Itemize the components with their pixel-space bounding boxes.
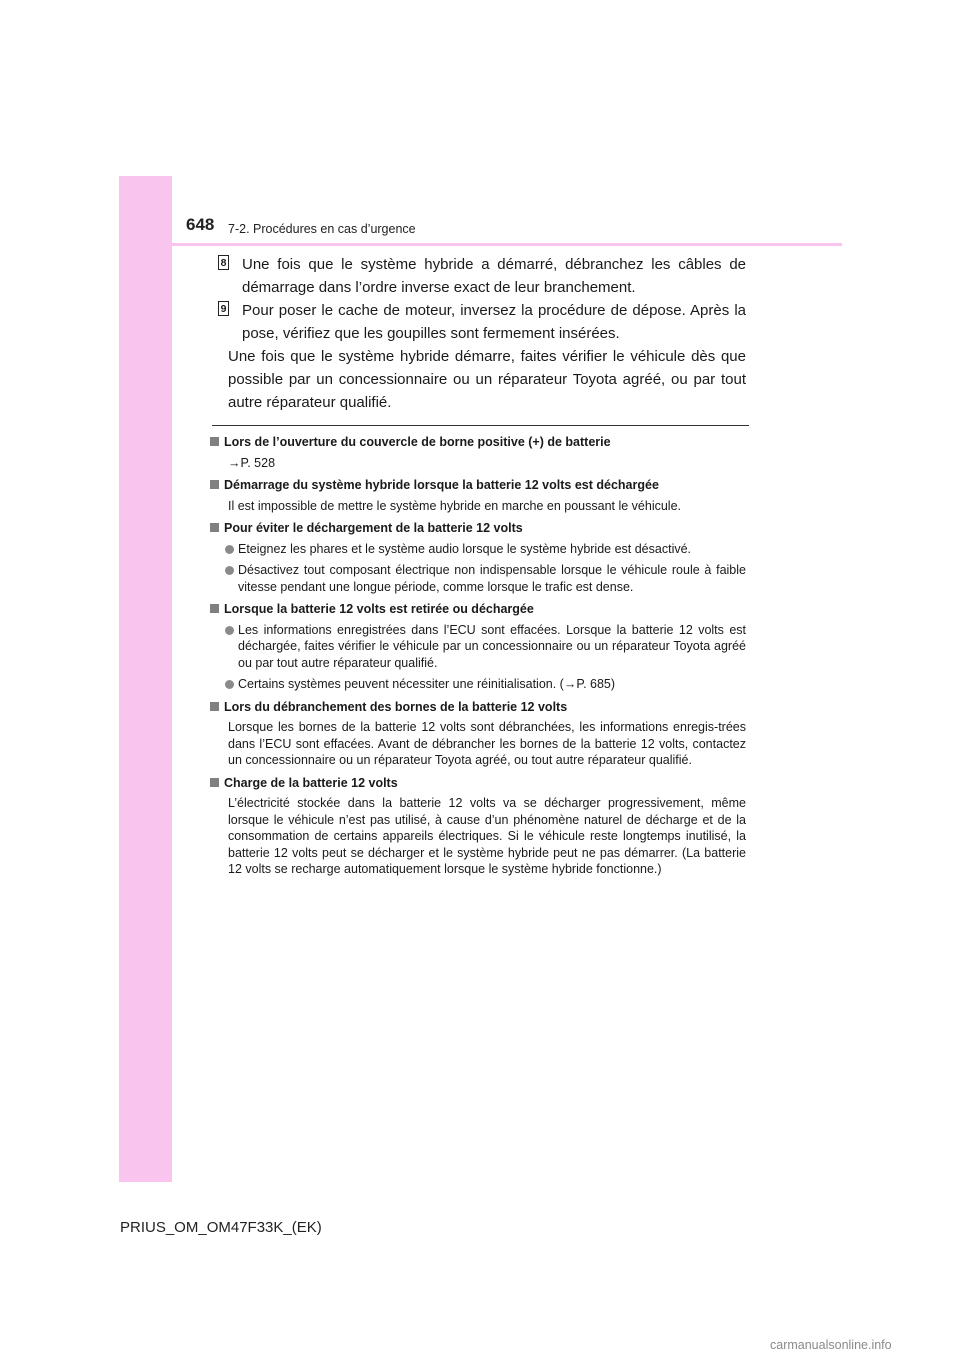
note-heading	[210, 775, 746, 792]
note-title: Charge de la batterie 12 volts	[224, 775, 398, 790]
step-text: Pour poser le cache de moteur, inversez la procédure de dépose. Après la pose, vérifiez que les goupilles sont fermement insérées.	[242, 302, 746, 342]
step-text: Une fois que le système hybride a démarré, débranchez les câbles de démarrage dans l’ordre inverse exact de leur branchement.	[242, 256, 746, 296]
section-divider	[212, 425, 749, 426]
side-tab-band	[119, 176, 172, 1182]
page-reference[interactable]: →P. 528	[228, 455, 276, 470]
round-bullet-icon	[225, 545, 234, 554]
header-rule	[172, 243, 842, 246]
note-title: Lors de l’ouverture du couvercle de borne positive (+) de batterie	[224, 435, 611, 449]
list-item-text: Eteignez les phares et le système audio lorsque le système hybride est désactivé.	[238, 541, 692, 556]
list-item-text: Les informations enregistrées dans l’ECU sont effacées. Lorsque la batterie 12 volts est déchargée, faites vérifier le véhicule par un concessionnaire ou un réparateur Toyota agréé ou par tout autre réparateur qualifié.	[238, 622, 746, 670]
round-bullet-icon	[225, 680, 234, 689]
square-bullet-icon	[210, 702, 219, 711]
note-body: L’électricité stockée dans la batterie 12 volts va se décharger progressivement, même lorsque le véhicule n’est pas utilisé, à cause d’un phénomène naturel de décharge et de la consommation de certains appareils électriques. Si le véhicule reste longtemps inutilisé, la batterie 12 volts peut se décharger et le système hybride peut ne pas démarrer. (La batterie 12 volts se recharge automatiquement lorsque le système hybride fonctionne.)	[228, 796, 746, 876]
note-heading	[210, 477, 746, 494]
note-heading	[210, 434, 746, 451]
page-number: 648	[186, 215, 215, 234]
note-battery-cover	[210, 434, 746, 471]
list-item	[210, 676, 746, 693]
note-title: Pour éviter le déchargement de la batterie 12 volts	[224, 521, 523, 535]
document-code: PRIUS_OM_OM47F33K_(EK)	[120, 1219, 322, 1236]
step-8	[218, 253, 746, 299]
square-bullet-icon	[210, 604, 219, 613]
note-body: Il est impossible de mettre le système hybride en marche en poussant le véhicule.	[228, 498, 682, 513]
list-item	[210, 562, 746, 595]
section-title: 7-2. Procédures en cas d’urgence	[228, 222, 416, 236]
info-paragraph: Une fois que le système hybride démarre, faites vérifier le véhicule dès que possible par un concessionnaire ou un réparateur Toyota agréé, ou par tout autre réparateur qualifié.	[228, 348, 746, 411]
square-bullet-icon	[210, 437, 219, 446]
note-heading	[210, 699, 746, 716]
note-battery-charge	[210, 775, 746, 878]
list-item	[210, 541, 746, 558]
square-bullet-icon	[210, 480, 219, 489]
list-item-text: Désactivez tout composant électrique non indispensable lorsque le véhicule roule à faible vitesse pendant une longue période, comme lorsque le trafic est dense.	[238, 563, 746, 594]
note-disconnect-terminals	[210, 699, 746, 769]
note-title: Lorsque la batterie 12 volts est retirée ou déchargée	[224, 602, 534, 616]
step-number-badge: 9	[218, 301, 229, 316]
step-9	[218, 299, 746, 345]
round-bullet-icon	[225, 626, 234, 635]
watermark: carmanualsonline.info	[770, 1338, 892, 1352]
square-bullet-icon	[210, 523, 219, 532]
round-bullet-icon	[225, 566, 234, 575]
note-heading	[210, 601, 746, 618]
note-start-discharged	[210, 477, 746, 514]
list-item-text: Certains systèmes peuvent nécessiter une réinitialisation. (→P. 685)	[238, 677, 616, 691]
note-title: Lors du débranchement des bornes de la batterie 12 volts	[224, 699, 568, 714]
note-battery-removed	[210, 601, 746, 693]
notes-section	[210, 434, 746, 884]
step-number-badge: 8	[218, 255, 229, 270]
note-heading	[210, 520, 746, 537]
note-title: Démarrage du système hybride lorsque la batterie 12 volts est déchargée	[224, 478, 659, 492]
note-avoid-discharge	[210, 520, 746, 595]
note-body: Lorsque les bornes de la batterie 12 volts sont débranchées, les informations enregis-trées dans l’ECU sont effacées. Avant de débrancher les bornes de la batterie 12 volts, contactez un concessionnaire ou un réparateur Toyota agréé, ou tout autre réparateur qualifié.	[228, 720, 746, 767]
square-bullet-icon	[210, 778, 219, 787]
list-item	[210, 622, 746, 672]
